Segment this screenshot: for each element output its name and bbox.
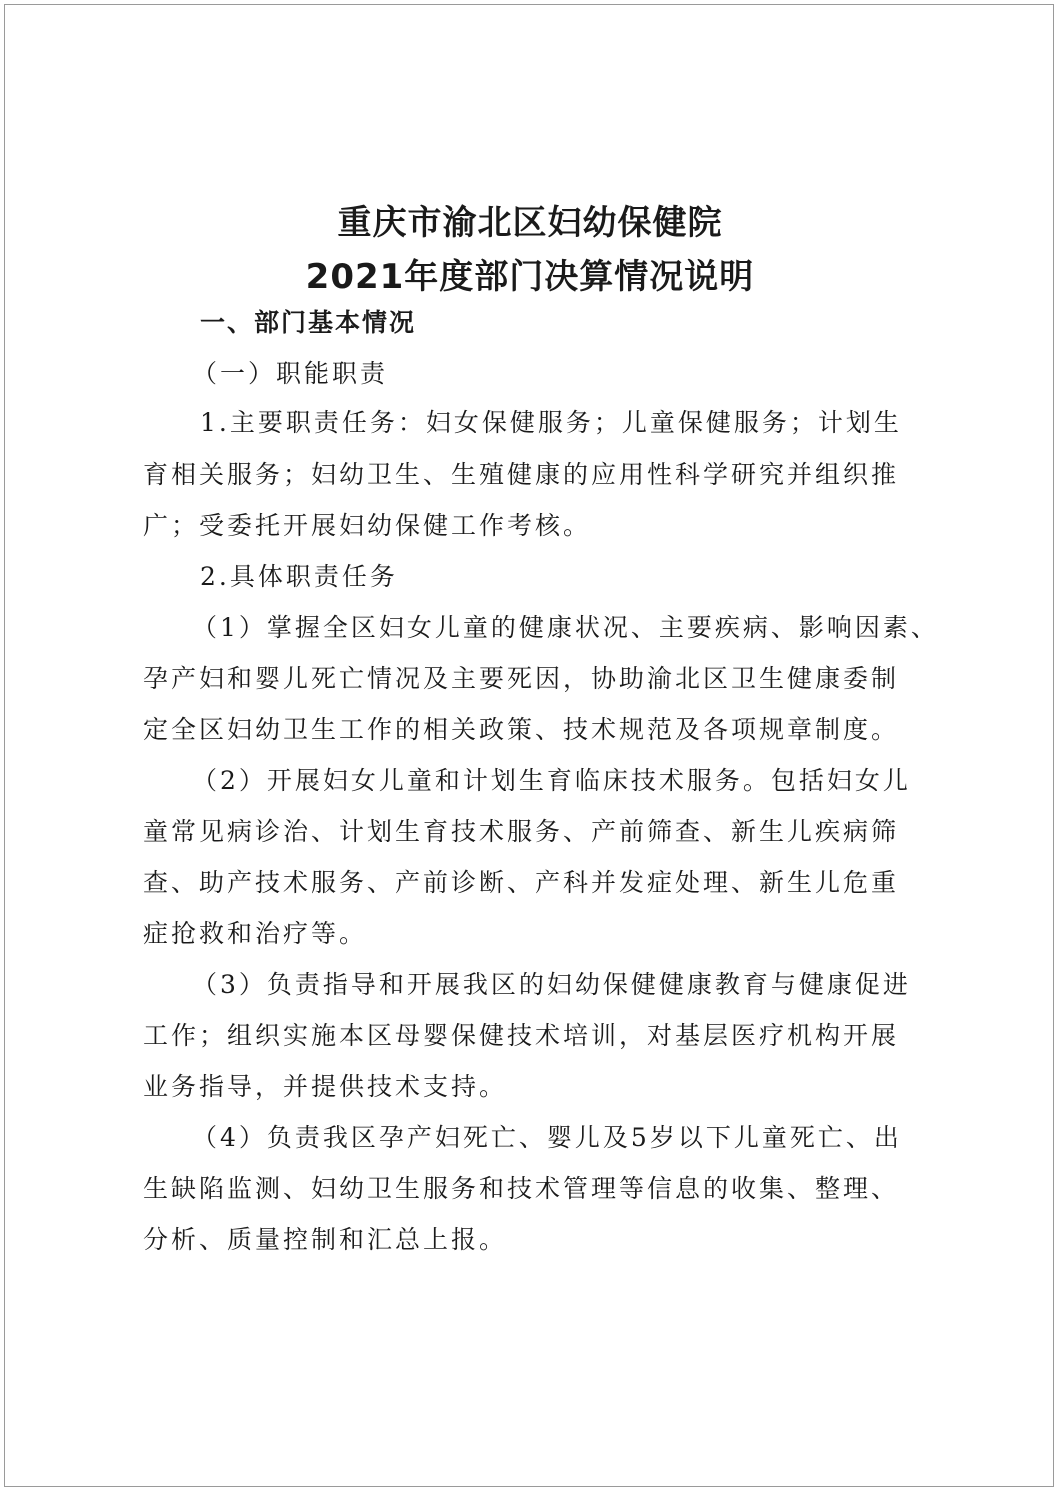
item1-line3: 广；受委托开展妇幼保健工作考核。 — [143, 511, 592, 540]
document-title-line1: 重庆市渝北区妇幼保健院 — [337, 203, 723, 243]
subsection1-heading: （一）职能职责 — [192, 359, 389, 388]
item1-line1: 1.主要职责任务：妇女保健服务；儿童保健服务；计划生 — [200, 408, 902, 437]
duty1-line3: 定全区妇幼卫生工作的相关政策、技术规范及各项规章制度。 — [143, 715, 900, 744]
duty3-line3: 业务指导，并提供技术支持。 — [143, 1072, 508, 1101]
duty2-line4: 症抢救和治疗等。 — [143, 919, 368, 948]
duty2-line2: 童常见病诊治、计划生育技术服务、产前筛查、新生儿疾病筛 — [143, 817, 900, 846]
section1-heading: 一、部门基本情况 — [200, 308, 417, 337]
duty3-line2: 工作；组织实施本区母婴保健技术培训，对基层医疗机构开展 — [143, 1021, 900, 1050]
duty1-line2: 孕产妇和婴儿死亡情况及主要死因，协助渝北区卫生健康委制 — [143, 664, 900, 693]
item2-heading: 2.具体职责任务 — [200, 562, 398, 591]
document-title-line2: 2021年度部门决算情况说明 — [305, 257, 755, 297]
duty4-line1: （4）负责我区孕产妇死亡、婴儿及5岁以下儿童死亡、出 — [192, 1123, 902, 1152]
duty1-line1: （1）掌握全区妇女儿童的健康状况、主要疾病、影响因素、 — [192, 613, 939, 642]
duty2-line1: （2）开展妇女儿童和计划生育临床技术服务。包括妇女儿 — [192, 766, 911, 795]
duty2-line3: 查、助产技术服务、产前诊断、产科并发症处理、新生儿危重 — [143, 868, 900, 897]
duty3-line1: （3）负责指导和开展我区的妇幼保健健康教育与健康促进 — [192, 970, 911, 999]
duty4-line3: 分析、质量控制和汇总上报。 — [143, 1225, 508, 1254]
item1-line2: 育相关服务；妇幼卫生、生殖健康的应用性科学研究并组织推 — [143, 460, 900, 489]
duty4-line2: 生缺陷监测、妇幼卫生服务和技术管理等信息的收集、整理、 — [143, 1174, 900, 1203]
